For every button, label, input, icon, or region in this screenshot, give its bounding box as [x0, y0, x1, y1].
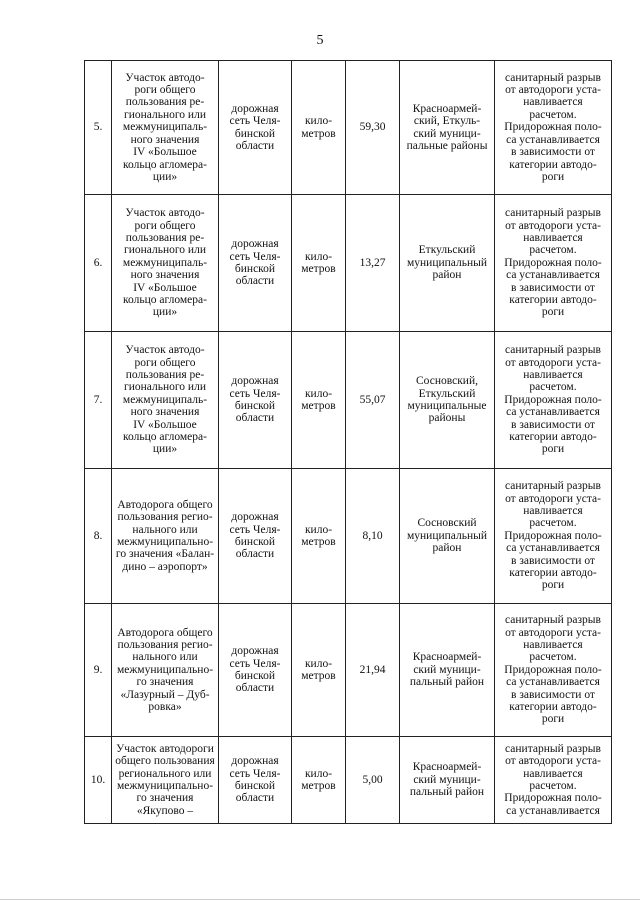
unit-cell: кило- метров	[292, 604, 346, 737]
table-row	[85, 61, 612, 195]
unit-cell: кило- метров	[292, 737, 346, 824]
network-cell: дорожная сеть Челя- бинской области	[219, 469, 292, 604]
network-cell: дорожная сеть Челя- бинской области	[219, 737, 292, 824]
district-cell: Красноармей- ский муници- пальный район	[400, 737, 495, 824]
note-cell: санитарный разрыв от автодороги уста- навливается расчетом. Придорожная поло- са устанавливается	[495, 737, 612, 824]
row-number-cell: 9.	[85, 604, 112, 737]
length-cell: 5,00	[346, 737, 400, 824]
note-cell: санитарный разрыв от автодороги уста- навливается расчетом. Придорожная поло- са устанавливается в зависимости от категории автодо- роги	[495, 61, 612, 195]
row-number-cell: 10.	[85, 737, 112, 824]
table-row	[85, 332, 612, 469]
roads-table	[84, 60, 612, 824]
row-number-cell: 7.	[85, 332, 112, 469]
length-cell: 59,30	[346, 61, 400, 195]
unit-cell: кило- метров	[292, 61, 346, 195]
unit-cell: кило- метров	[292, 195, 346, 332]
road-name-cell: Участок автодо- роги общего пользования ре- гионального или межмуниципаль- ного значения IV «Большое кольцо агломера- ции»	[112, 332, 219, 469]
district-cell: Красноармей- ский, Еткуль- ский муници- пальные районы	[400, 61, 495, 195]
row-number-cell: 8.	[85, 469, 112, 604]
road-name-cell: Участок автодо- роги общего пользования ре- гионального или межмуниципаль- ного значения IV «Большое кольцо агломера- ции»	[112, 61, 219, 195]
district-cell: Еткульский муниципальный район	[400, 195, 495, 332]
network-cell: дорожная сеть Челя- бинской области	[219, 195, 292, 332]
length-cell: 8,10	[346, 469, 400, 604]
length-cell: 21,94	[346, 604, 400, 737]
network-cell: дорожная сеть Челя- бинской области	[219, 604, 292, 737]
district-cell: Сосновский муниципальный район	[400, 469, 495, 604]
road-name-cell: Участок автодороги общего пользования регионального или межмуниципально- го значения «Якупово –	[112, 737, 219, 824]
road-name-cell: Участок автодо- роги общего пользования ре- гионального или межмуниципаль- ного значения IV «Большое кольцо агломера- ции»	[112, 195, 219, 332]
note-cell: санитарный разрыв от автодороги уста- навливается расчетом. Придорожная поло- са устанавливается в зависимости от категории автодо- роги	[495, 604, 612, 737]
page-number: 5	[316, 33, 324, 48]
road-name-cell: Автодорога общего пользования регио- нального или межмуниципально- го значения «Балан- дино – аэропорт»	[112, 469, 219, 604]
length-cell: 55,07	[346, 332, 400, 469]
table-row	[85, 195, 612, 332]
network-cell: дорожная сеть Челя- бинской области	[219, 332, 292, 469]
table-row	[85, 737, 612, 824]
note-cell: санитарный разрыв от автодороги уста- навливается расчетом. Придорожная поло- са устанавливается в зависимости от категории автодо- роги	[495, 469, 612, 604]
row-number-cell: 5.	[85, 61, 112, 195]
road-name-cell: Автодорога общего пользования регио- нального или межмуниципально- го значения «Лазурный – Дуб- ровка»	[112, 604, 219, 737]
length-cell: 13,27	[346, 195, 400, 332]
unit-cell: кило- метров	[292, 332, 346, 469]
table-row	[85, 469, 612, 604]
row-number-cell: 6.	[85, 195, 112, 332]
network-cell: дорожная сеть Челя- бинской области	[219, 61, 292, 195]
note-cell: санитарный разрыв от автодороги уста- навливается расчетом. Придорожная поло- са устанавливается в зависимости от категории автодо- роги	[495, 332, 612, 469]
district-cell: Красноармей- ский муници- пальный район	[400, 604, 495, 737]
district-cell: Сосновский, Еткульский муниципальные районы	[400, 332, 495, 469]
scan-edge-line	[0, 899, 640, 900]
unit-cell: кило- метров	[292, 469, 346, 604]
note-cell: санитарный разрыв от автодороги уста- навливается расчетом. Придорожная поло- са устанавливается в зависимости от категории автодо- роги	[495, 195, 612, 332]
table-row	[85, 604, 612, 737]
